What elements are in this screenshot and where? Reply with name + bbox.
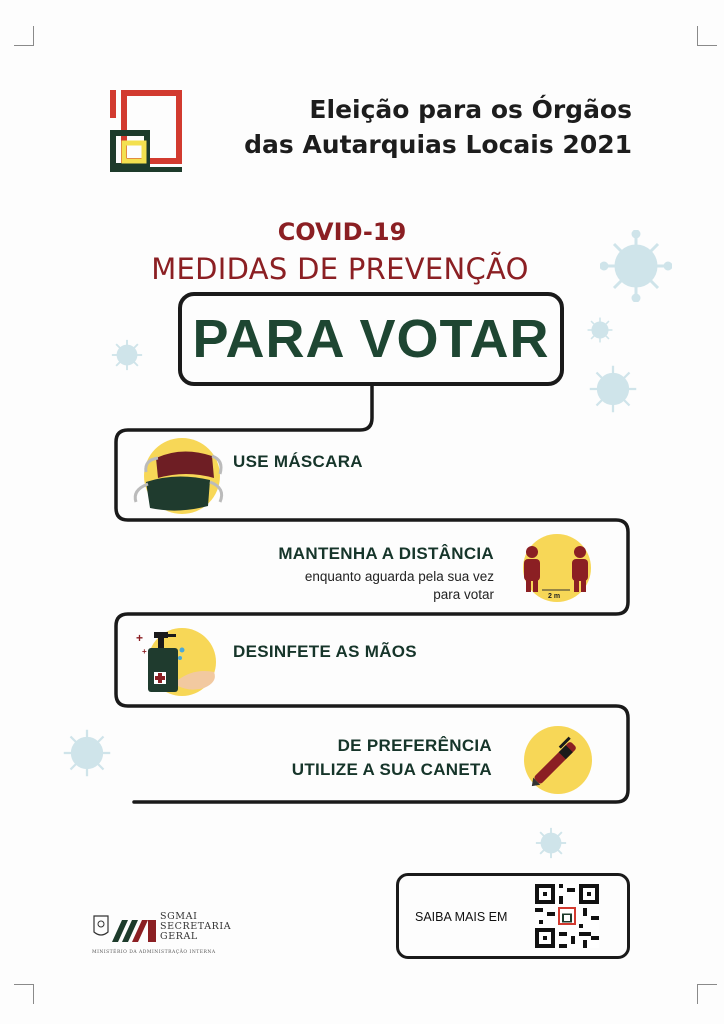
measure-distance-subtitle	[305, 568, 494, 604]
election-title-line2: das Autarquias Locais 2021	[244, 130, 632, 159]
sgmai-line2: SECRETARIA	[160, 921, 232, 932]
virus-icon	[586, 316, 614, 344]
virus-icon	[600, 230, 672, 302]
pen-title-line2: UTILIZE A SUA CANETA	[291, 760, 492, 779]
pen-title-line1: DE PREFERÊNCIA	[337, 736, 492, 755]
hand-sanitizer-icon	[134, 624, 224, 700]
qr-code-icon[interactable]	[535, 884, 599, 948]
sgmai-line1: SGMAI	[160, 911, 198, 922]
ministry-text: MINISTÉRIO DA ADMINISTRAÇÃO INTERNA	[92, 950, 216, 955]
virus-icon	[586, 362, 640, 416]
qr-info-box[interactable]	[396, 873, 630, 959]
mask-icon	[128, 436, 228, 518]
svg-text:+: +	[136, 631, 144, 645]
government-logo	[92, 912, 158, 946]
virus-icon	[110, 338, 144, 372]
prevention-title: MEDIDAS DE PREVENÇÃO	[151, 252, 529, 286]
sgmai-line3: GERAL	[160, 931, 198, 942]
election-title-line1: Eleição para os Órgãos	[309, 95, 632, 124]
virus-icon	[60, 726, 114, 780]
distance-sub-line1: enquanto aguarda pela sua vez	[304, 569, 494, 584]
virus-icon	[534, 826, 568, 860]
svg-text:+: +	[142, 647, 147, 656]
covid-label: COVID-19	[277, 218, 407, 246]
measure-hands-title: DESINFETE AS MÃOS	[233, 642, 417, 661]
distance-sub-line2: para votar	[433, 587, 494, 602]
distance-label: 2 m	[548, 593, 561, 600]
measure-pen-title	[292, 734, 492, 782]
para-votar-title: PARA VOTAR	[192, 309, 550, 369]
qr-label: SAIBA MAIS EM	[415, 910, 508, 924]
pen-icon	[520, 724, 596, 796]
sgmai-text	[160, 912, 231, 942]
measure-mask-title: USE MÁSCARA	[233, 452, 363, 471]
measure-distance-title: MANTENHA A DISTÂNCIA	[278, 544, 494, 563]
